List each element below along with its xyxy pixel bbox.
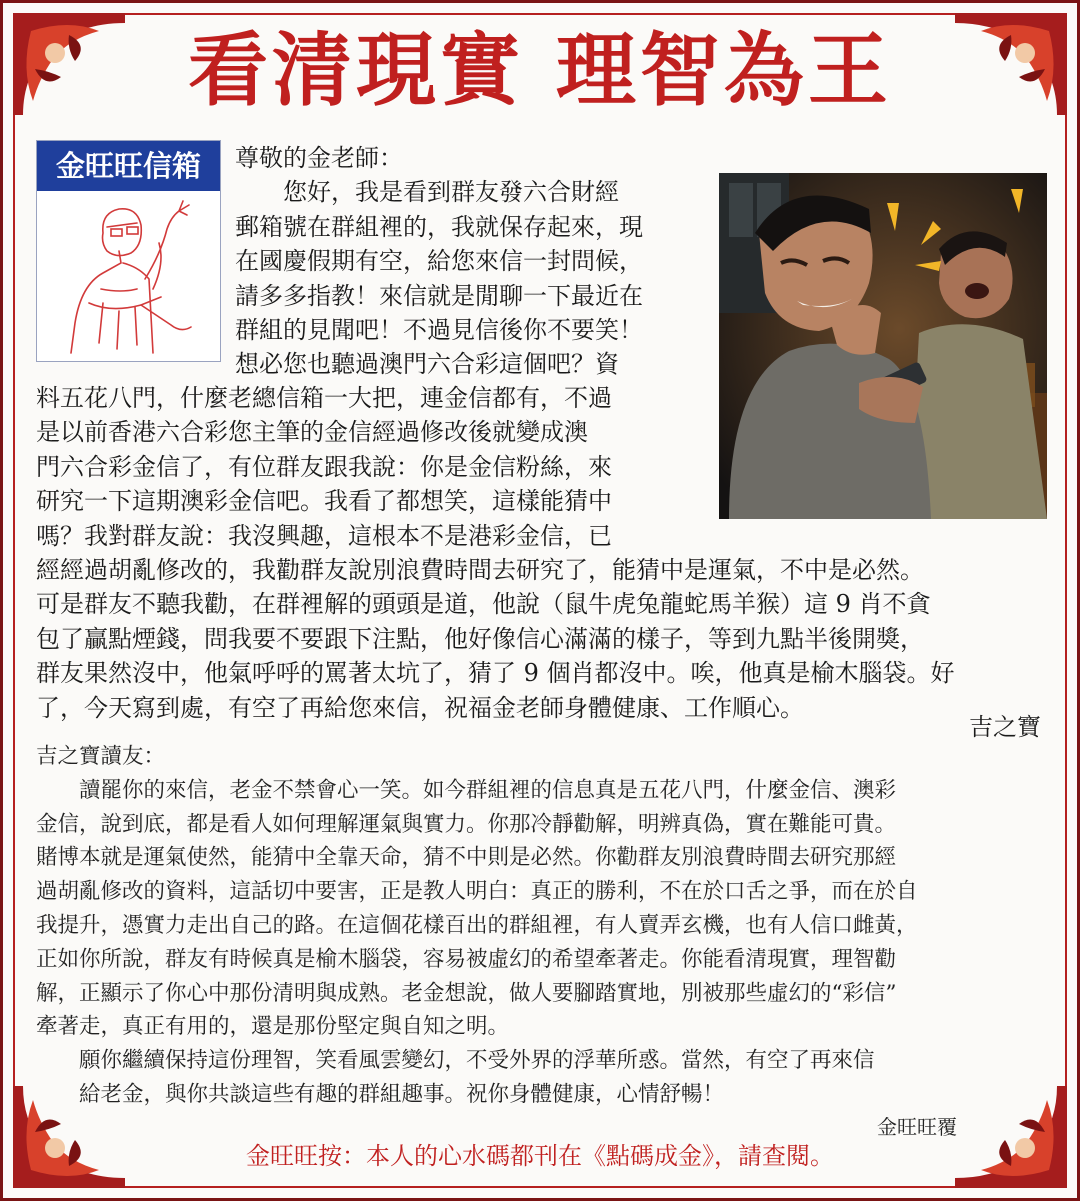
letter-line: 是以前香港六合彩您主筆的金信經過修改後就變成澳 — [36, 418, 588, 447]
reply-line: 過胡亂修改的資料，這話切中要害，正是教人明白：真正的勝利，不在於口舌之爭，而在於自 — [36, 879, 918, 905]
letter-line: 嗎？我對群友說：我沒興趣，這根本不是港彩金信，已 — [36, 521, 612, 550]
reply-signature: 金旺旺覆 — [877, 1115, 957, 1139]
page-title: 看清現實 理智為王 — [188, 24, 892, 117]
reply-line: 牽著走，真正有用的，還是那份堅定與自知之明。 — [36, 1014, 510, 1040]
reply-line: 我提升，憑實力走出自己的路。在這個花樣百出的群組裡，有人賣弄玄機，也有人信口雌黃， — [36, 912, 918, 938]
letter-line: 了，今天寫到處，有空了再給您來信，祝福金老師身體健康、工作順心。 — [36, 693, 804, 722]
columnist-sketch-illustration — [41, 193, 217, 355]
reply-line: 讀罷你的來信，老金不禁會心一笑。如今群組裡的信息真是五花八門，什麼金信、澳彩 — [79, 777, 897, 803]
letter-line: 經經過胡亂修改的，我勸群友說別浪費時間去研究了，能猜中是運氣，不中是必然。 — [36, 556, 924, 585]
columnist-reply — [36, 740, 1058, 1112]
reply-line: 賭博本就是運氣使然，能猜中全靠天命，猜不中則是必然。你勸群友別浪費時間去研究那經 — [36, 845, 897, 871]
reply-closing: 願你繼續保持這份理智，笑看風雲變幻，不受外界的浮華所惑。當然，有空了再來信 — [79, 1048, 875, 1074]
letter-line: 郵箱號在群組裡的，我就保存起來，現 — [235, 212, 643, 241]
reply-closing: 給老金，與你共談這些有趣的群組趣事。祝你身體健康，心情舒暢！ — [79, 1081, 725, 1107]
reply-line: 解，正顯示了你心中那份清明與成熟。老金想說，做人要腳踏實地，別被那些虛幻的“彩信” — [36, 980, 897, 1006]
letter-line: 研究一下這期澳彩金信吧。我看了都想笑，這樣能猜中 — [36, 487, 612, 516]
reader-letter-continued — [36, 381, 1058, 725]
reply-line: 正如你所說，群友有時候真是榆木腦袋，容易被虛幻的希望牽著走。你能看清現實，理智勸 — [36, 946, 897, 972]
letter-line: 料五花八門，什麼老總信箱一大把，連金信都有，不過 — [36, 384, 612, 412]
letter-line: 請多多指教！來信就是閒聊一下最近在 — [235, 281, 643, 310]
letter-line: 想必您也聽過澳門六合彩這個吧？資 — [235, 350, 619, 379]
letter-line: 門六合彩金信了，有位群友跟我說：你是金信粉絲，來 — [36, 452, 612, 481]
letter-line: 包了贏點煙錢，問我要不要跟下注點，他好像信心滿滿的樣子，等到九點半後開獎， — [36, 624, 924, 653]
column-logo — [36, 140, 221, 362]
reply-line: 金信，說到底，都是看人如何理解運氣與實力。你那冷靜勸解，明辨真偽，實在難能可貴。 — [36, 811, 897, 837]
reader-letter-top — [235, 141, 710, 382]
letter-greeting: 尊敬的金老師： — [235, 144, 403, 172]
letter-line: 群組的見聞吧！不過見信後你不要笑！ — [235, 316, 643, 345]
footer-note: 金旺旺按：本人的心水碼都刊在《點碼成金》，請查閱。 — [246, 1142, 834, 1170]
column-logo-title: 金旺旺信箱 — [37, 141, 220, 191]
letter-signature: 吉之寶 — [969, 713, 1041, 741]
letter-line: 您好，我是看到群友發六合財經 — [235, 178, 619, 207]
letter-line: 在國慶假期有空，給您來信一封問候， — [235, 247, 643, 276]
letter-line: 群友果然沒中，他氣呼呼的罵著太坑了，猜了 9 個肖都沒中。唉，他真是榆木腦袋。好 — [36, 659, 955, 688]
letter-line: 可是群友不聽我勸，在群裡解的頭頭是道，他說（鼠牛虎兔龍蛇馬羊猴）這 9 肖不貪 — [36, 590, 931, 619]
reply-greeting: 吉之寶讀友： — [36, 744, 166, 769]
